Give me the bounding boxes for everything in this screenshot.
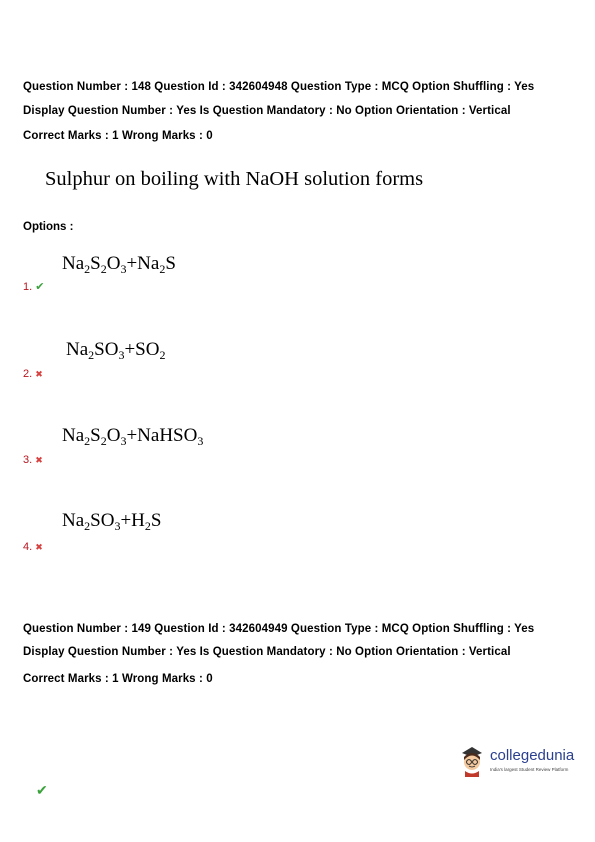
- q148-meta-line-3: Correct Marks : 1 Wrong Marks : 0: [23, 130, 213, 142]
- option-2-number: 2.: [23, 368, 33, 380]
- option-4-number: 4.: [23, 541, 33, 553]
- cross-icon: ✖: [35, 455, 43, 465]
- logo-name: collegedunia: [490, 747, 575, 764]
- option-2-marker: [23, 368, 43, 380]
- option-3-formula: $Na_2S_2O_3+NaHSO_3$: [62, 425, 204, 448]
- option-1-number: 1.: [23, 281, 33, 293]
- option-3-number: 3.: [23, 454, 33, 466]
- option-1-formula: $Na_2S_2O_3+Na_2S$: [62, 253, 176, 276]
- logo-tagline: India's largest Student Review Platform: [490, 767, 569, 772]
- cross-icon: ✖: [35, 369, 43, 379]
- option-3-marker: [23, 454, 43, 466]
- q148-meta-line-1: Question Number : 148 Question Id : 342604948 Question Type : MCQ Option Shuffling : Yes: [23, 81, 535, 93]
- cross-icon: ✖: [35, 542, 43, 552]
- q149-meta-line-1: Question Number : 149 Question Id : 342604949 Question Type : MCQ Option Shuffling : Yes: [23, 623, 535, 635]
- q148-meta-line-2: Display Question Number : Yes Is Question Mandatory : No Option Orientation : Vertical: [23, 105, 511, 117]
- option-1-marker: [23, 280, 44, 293]
- check-icon: ✔: [35, 281, 45, 293]
- collegedunia-logo: [458, 745, 575, 779]
- options-label: Options :: [23, 221, 74, 233]
- question-text: Sulphur on boiling with NaOH solution forms: [45, 168, 424, 190]
- q149-meta-line-2: Display Question Number : Yes Is Question Mandatory : No Option Orientation : Vertical: [23, 646, 511, 658]
- option-4-marker: [23, 541, 43, 553]
- student-mascot-icon: [458, 745, 486, 777]
- option-4-formula: $Na_2SO_3+H_2S$: [62, 510, 162, 533]
- option-2-formula: $Na_2SO_3+SO_2$: [66, 339, 166, 362]
- check-icon: ✔: [36, 782, 48, 798]
- q149-meta-line-3: Correct Marks : 1 Wrong Marks : 0: [23, 673, 213, 685]
